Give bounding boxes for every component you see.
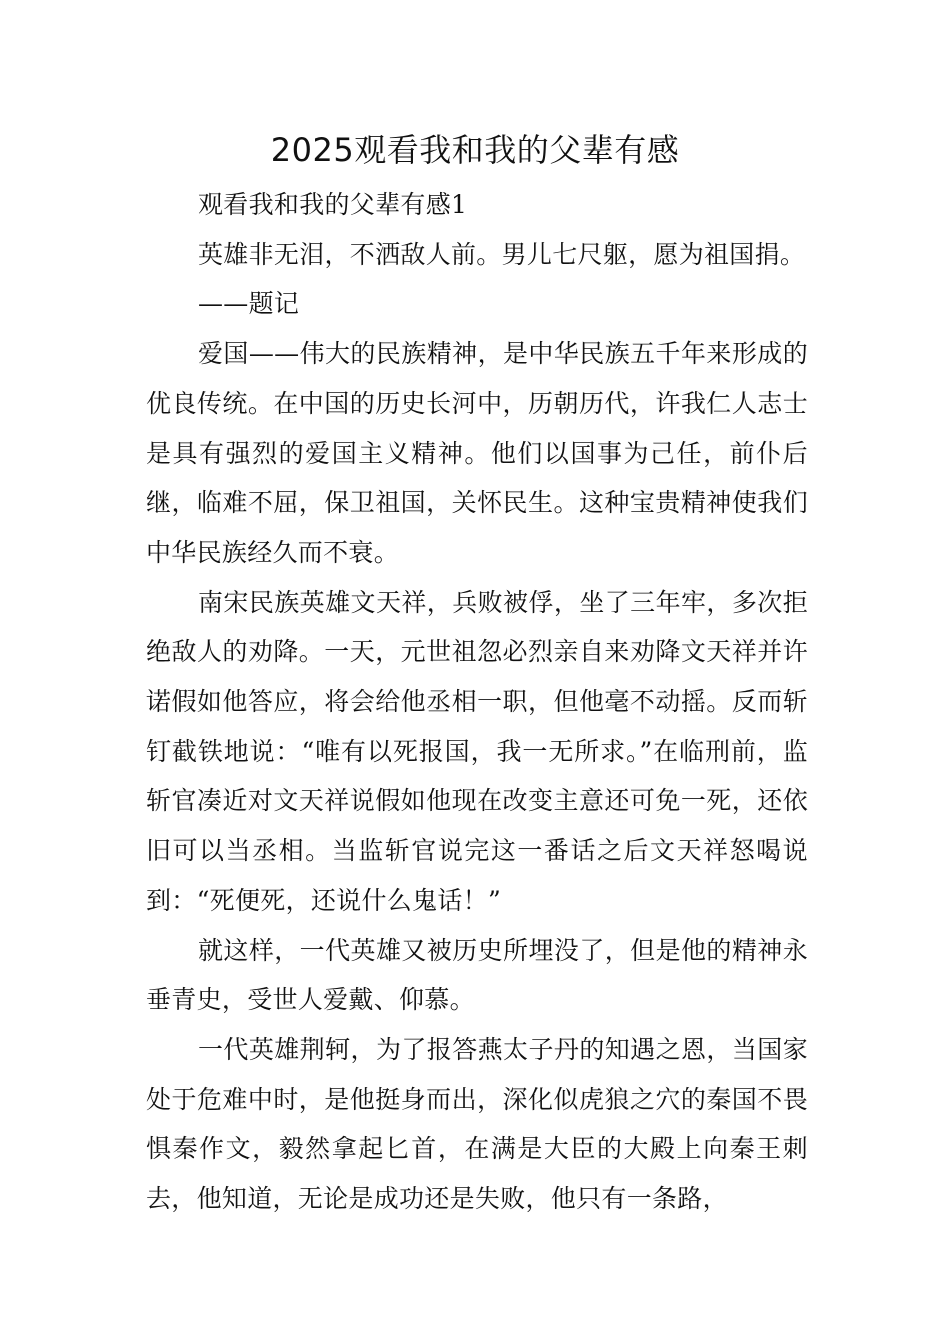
paragraph-wen-tianxiang: 南宋民族英雄文天祥，兵败被俘，坐了三年牢，多次拒绝敌人的劝降。一天，元世祖忽必烈亲自来劝降文天祥并许诺假如他答应，将会给他丞相一职，但他毫不动摇。反而斩钉截铁地说：“唯有以死报国，我一无所求。”在临刑前，监斩官凑近对文天祥说假如他现在改变主意还可免一死，还依旧可以当丞相。当监斩官说完这一番话之后文天祥怒喝说到：“死便死，还说什么鬼话！” <box>146 587 808 915</box>
epigraph-attribution: ——题记 <box>198 289 300 319</box>
document-title: 2025观看我和我的父辈有感 <box>270 131 680 169</box>
section-heading: 观看我和我的父辈有感1 <box>198 190 468 219</box>
epigraph-line: 英雄非无泪，不洒敌人前。男儿七尺躯，愿为祖国捐。 <box>198 239 806 269</box>
paragraph-legacy: 就这样，一代英雄又被历史所埋没了，但是他的精神永垂青史，受世人爱戴、仰慕。 <box>146 935 808 1015</box>
paragraph-jing-ke: 一代英雄荆轲，为了报答燕太子丹的知遇之恩，当国家处于危难中时，是他挺身而出，深化似虎狼之穴的秦国不畏惧秦作文，毅然拿起匕首，在满是大臣的大殿上向秦王刺去，他知道，无论是成功还是失败，他只有一条路， <box>146 1034 808 1214</box>
document-body <box>146 180 808 1224</box>
paragraph-patriotism: 爱国——伟大的民族精神，是中华民族五千年来形成的优良传统。在中国的历史长河中，历朝历代，许我仁人志士是具有强烈的爱国主义精神。他们以国事为己任，前仆后继，临难不屈，保卫祖国，关怀民生。这种宝贵精神使我们中华民族经久而不衰。 <box>146 339 808 567</box>
